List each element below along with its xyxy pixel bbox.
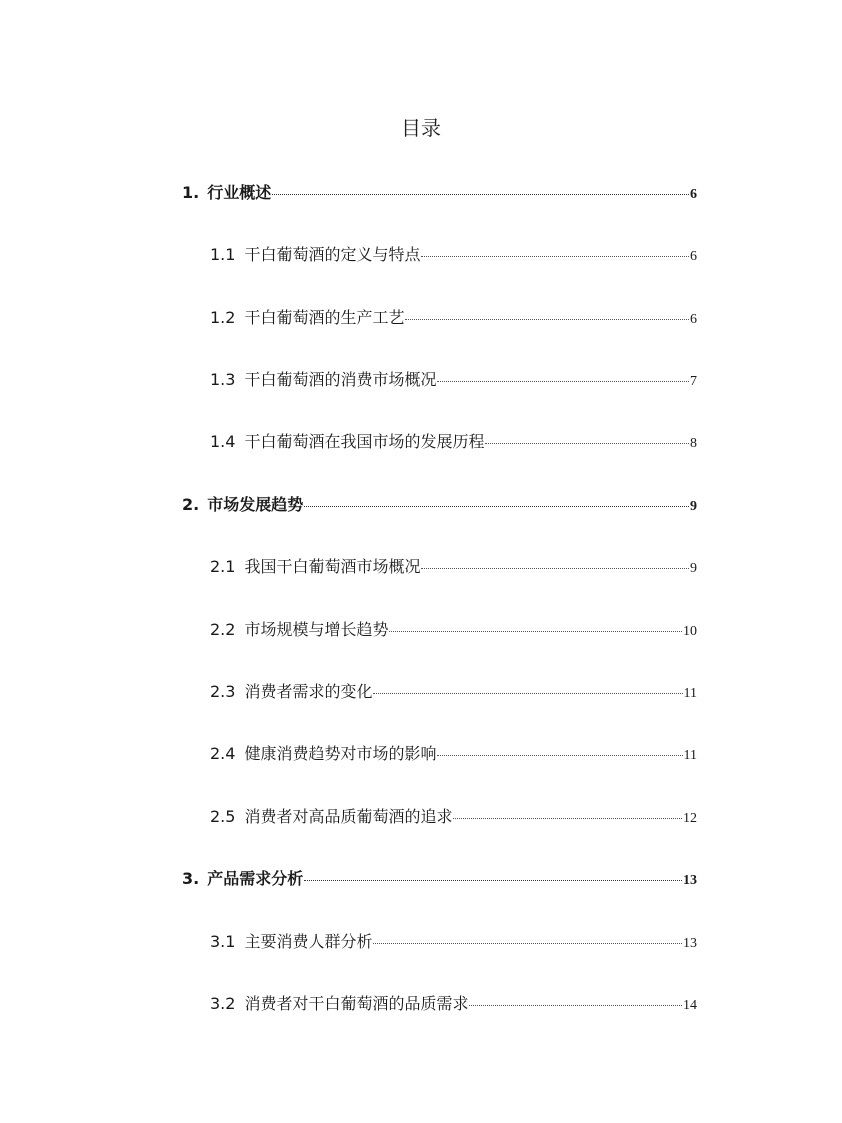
toc-entry-1-3[interactable] bbox=[210, 367, 697, 390]
toc-entry-2-1[interactable] bbox=[210, 554, 697, 577]
toc-heading: 干白葡萄酒的生产工艺 bbox=[244, 308, 405, 327]
toc-number: 3.2 bbox=[210, 994, 236, 1013]
toc-entry-3-2[interactable] bbox=[210, 991, 697, 1014]
dot-leader bbox=[304, 506, 689, 507]
dot-leader bbox=[437, 381, 689, 382]
toc-entry-3-1[interactable] bbox=[210, 929, 697, 952]
toc-number: 2.2 bbox=[210, 620, 236, 639]
toc-entry-2[interactable] bbox=[182, 492, 697, 515]
toc-heading: 市场规模与增长趋势 bbox=[244, 620, 389, 639]
dot-leader bbox=[421, 256, 689, 257]
toc-number: 2.1 bbox=[210, 557, 236, 576]
toc-entry-2-3[interactable] bbox=[210, 679, 697, 702]
toc-entry-1-1[interactable] bbox=[210, 242, 697, 265]
toc-heading: 健康消费趋势对市场的影响 bbox=[244, 744, 437, 763]
page-title: 目录 bbox=[401, 116, 441, 140]
toc-heading: 主要消费人群分析 bbox=[244, 932, 373, 951]
toc-entry-2-5[interactable] bbox=[210, 804, 697, 827]
toc-page-number: 10 bbox=[683, 624, 697, 639]
toc-heading: 行业概述 bbox=[207, 183, 272, 202]
toc-entry-3[interactable] bbox=[182, 866, 697, 889]
toc-number: 1.1 bbox=[210, 245, 236, 264]
toc-page-number: 11 bbox=[683, 748, 697, 763]
toc-entry-1-2[interactable] bbox=[210, 305, 697, 328]
toc-number: 1.4 bbox=[210, 432, 236, 451]
toc-entry-2-4[interactable] bbox=[210, 741, 697, 764]
dot-leader bbox=[304, 880, 682, 881]
toc-page-number: 7 bbox=[690, 374, 697, 389]
toc-heading: 消费者对干白葡萄酒的品质需求 bbox=[244, 994, 469, 1013]
toc-number: 2.5 bbox=[210, 807, 236, 826]
toc-number: 2. bbox=[182, 495, 200, 514]
toc-number: 3.1 bbox=[210, 932, 236, 951]
toc-heading: 干白葡萄酒的定义与特点 bbox=[244, 245, 421, 264]
toc-heading: 消费者对高品质葡萄酒的追求 bbox=[244, 807, 453, 826]
dot-leader bbox=[373, 943, 682, 944]
dot-leader bbox=[405, 319, 689, 320]
toc-heading: 干白葡萄酒的消费市场概况 bbox=[244, 370, 437, 389]
dot-leader bbox=[421, 568, 689, 569]
toc-entry-2-2[interactable] bbox=[210, 617, 697, 640]
toc-page-number: 9 bbox=[690, 499, 697, 514]
toc-number: 1.2 bbox=[210, 308, 236, 327]
dot-leader bbox=[453, 818, 682, 819]
toc-heading: 消费者需求的变化 bbox=[244, 682, 373, 701]
toc-heading: 产品需求分析 bbox=[207, 869, 304, 888]
toc-heading: 市场发展趋势 bbox=[207, 495, 304, 514]
toc-page-number: 9 bbox=[690, 561, 697, 576]
toc-page-number: 6 bbox=[690, 312, 697, 327]
toc-heading: 干白葡萄酒在我国市场的发展历程 bbox=[244, 432, 485, 451]
toc-entry-1-4[interactable] bbox=[210, 429, 697, 452]
toc-page-number: 8 bbox=[690, 436, 697, 451]
dot-leader bbox=[389, 631, 682, 632]
toc-number: 3. bbox=[182, 869, 200, 888]
toc-number: 1.3 bbox=[210, 370, 236, 389]
toc-page-number: 12 bbox=[683, 811, 697, 826]
toc-page-number: 6 bbox=[690, 187, 697, 202]
toc-page-number: 13 bbox=[683, 936, 697, 951]
toc-page-number: 13 bbox=[683, 873, 697, 888]
toc-page-number: 6 bbox=[690, 249, 697, 264]
toc-number: 2.3 bbox=[210, 682, 236, 701]
toc-page-number: 11 bbox=[683, 686, 697, 701]
dot-leader bbox=[485, 443, 689, 444]
toc-number: 2.4 bbox=[210, 744, 236, 763]
toc-page-number: 14 bbox=[683, 998, 697, 1013]
dot-leader bbox=[373, 693, 682, 694]
dot-leader bbox=[469, 1005, 682, 1006]
toc-number: 1. bbox=[182, 183, 200, 202]
toc-heading: 我国干白葡萄酒市场概况 bbox=[244, 557, 421, 576]
dot-leader bbox=[437, 755, 682, 756]
toc-entry-1[interactable] bbox=[182, 180, 697, 203]
dot-leader bbox=[272, 194, 689, 195]
